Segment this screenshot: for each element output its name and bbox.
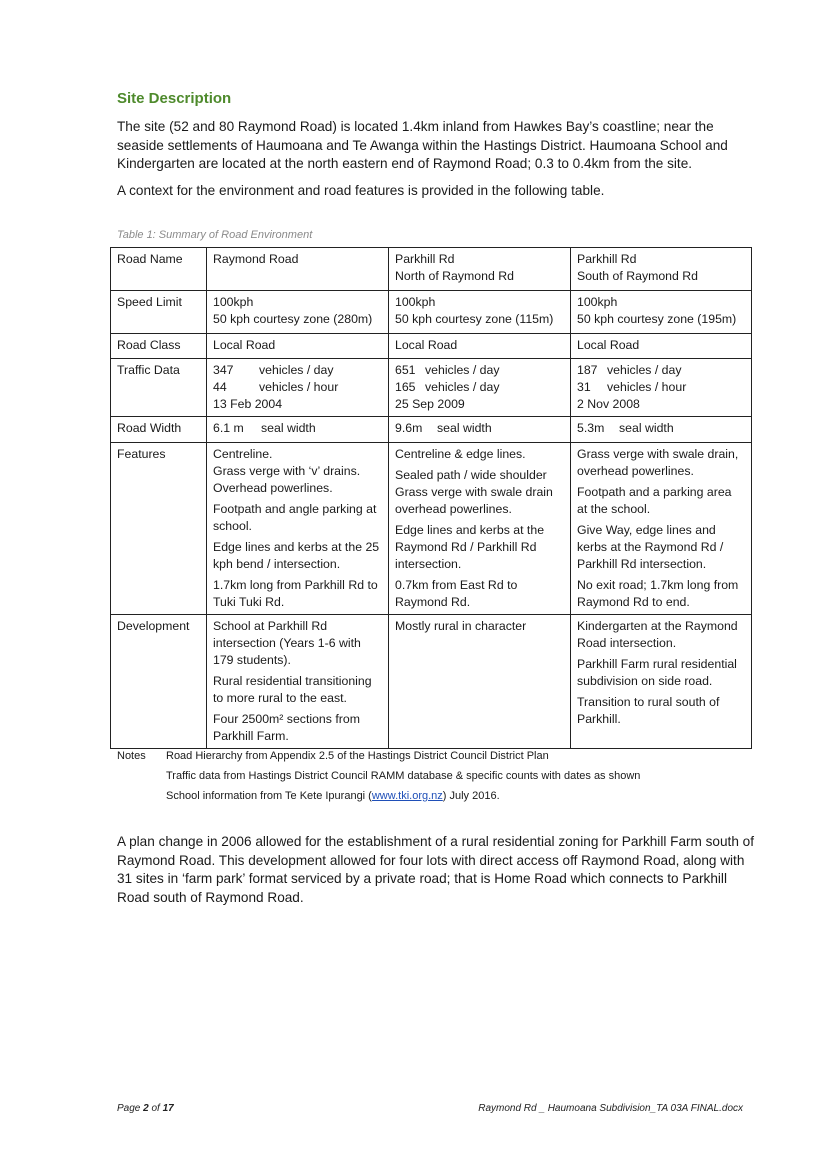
cell-line: 50 kph courtesy zone (280m) xyxy=(213,312,373,326)
table-row xyxy=(111,417,752,443)
traffic-unit: vehicles / hour xyxy=(607,380,687,394)
page-of-label: of xyxy=(148,1103,163,1114)
traffic-date: 2 Nov 2008 xyxy=(577,397,640,411)
note-text: ) July 2016. xyxy=(442,790,500,802)
intro-paragraph-1: The site (52 and 80 Raymond Road) is located 1.4km inland from Hawkes Bay’s coastline; near the seaside settlements of Haumoana and Te Awanga within the Hastings District. Haumoana School and Kindergarten are located at the north eastern end of Raymond Road; 0.3 to 0.4km from the site. xyxy=(117,119,728,171)
table-cell xyxy=(207,417,389,443)
table-cell xyxy=(389,615,571,749)
cell-paragraph: Parkhill Farm rural residential subdivision on side road. xyxy=(577,657,737,688)
cell-paragraph: Edge lines and kerbs at the Raymond Rd / Parkhill Rd intersection. xyxy=(395,523,545,571)
document-filename: Raymond Rd _ Haumoana Subdivision_TA 03A FINAL.docx xyxy=(478,1103,743,1114)
table-cell xyxy=(571,359,752,417)
cell-paragraph: 0.7km from East Rd to Raymond Rd. xyxy=(395,578,518,609)
cell-line: 100kph xyxy=(213,295,254,309)
table-cell: Local Road xyxy=(389,334,571,359)
cell-line: Parkhill Rd xyxy=(395,252,455,266)
width-unit: seal width xyxy=(437,421,492,435)
traffic-date: 13 Feb 2004 xyxy=(213,397,283,411)
row-label: Traffic Data xyxy=(111,359,207,417)
table-cell xyxy=(207,291,389,334)
table-row xyxy=(111,334,752,359)
row-label: Road Width xyxy=(111,417,207,443)
road-environment-table xyxy=(110,247,752,749)
cell-paragraph: Centreline. Grass verge with ‘v’ drains. Overhead powerlines. xyxy=(213,447,361,495)
cell-paragraph: Edge lines and kerbs at the 25 kph bend / intersection. xyxy=(213,540,380,571)
cell-paragraph: Centreline & edge lines. xyxy=(395,447,526,461)
width-value: 9.6m xyxy=(395,421,423,435)
table-cell xyxy=(571,291,752,334)
table-cell: Local Road xyxy=(207,334,389,359)
cell-paragraph: School at Parkhill Rd intersection (Years 1-6 with 179 students). xyxy=(213,619,361,667)
page-total: 17 xyxy=(162,1103,174,1114)
cell-paragraph: Grass verge with swale drain, overhead powerlines. xyxy=(577,447,739,478)
traffic-count: 31 xyxy=(577,380,591,394)
cell-line: Raymond Road xyxy=(213,252,299,266)
cell-paragraph: Footpath and angle parking at school. xyxy=(213,502,377,533)
intro-paragraph-2: A context for the environment and road features is provided in the following table. xyxy=(117,183,605,198)
row-label: Road Class xyxy=(111,334,207,359)
cell-line: Parkhill Rd xyxy=(577,252,637,266)
table-cell xyxy=(389,248,571,291)
width-value: 6.1 m xyxy=(213,421,244,435)
table-cell: Local Road xyxy=(571,334,752,359)
table-cell xyxy=(571,443,752,615)
table-cell xyxy=(571,417,752,443)
cell-paragraph: Kindergarten at the Raymond Road intersection. xyxy=(577,619,738,650)
cell-paragraph: No exit road; 1.7km long from Raymond Rd to end. xyxy=(577,578,739,609)
traffic-unit: vehicles / day xyxy=(607,363,682,377)
traffic-unit: vehicles / day xyxy=(425,363,500,377)
table-cell xyxy=(389,291,571,334)
cell-paragraph: Transition to rural south of Parkhill. xyxy=(577,695,720,726)
closing-paragraph: A plan change in 2006 allowed for the establishment of a rural residential zoning for Parkhill Farm south of Raymond Road. This development allowed for four lots with direct access off Raymond Road, along with 31 sites in ‘farm park’ format serviced by a private road; that is Home Road which connects to Parkhill Road south of Raymond Road. xyxy=(117,834,755,905)
table-cell xyxy=(389,443,571,615)
section-heading: Site Description xyxy=(117,90,232,107)
page-current: 2 xyxy=(143,1103,149,1114)
table-cell xyxy=(207,443,389,615)
row-label: Development xyxy=(111,615,207,749)
page-number xyxy=(117,1103,174,1114)
cell-line: North of Raymond Rd xyxy=(395,269,514,283)
table-cell xyxy=(207,248,389,291)
traffic-count: 44 xyxy=(213,380,227,394)
traffic-count: 347 xyxy=(213,363,234,377)
traffic-count: 651 xyxy=(395,363,416,377)
table-cell xyxy=(207,359,389,417)
cell-paragraph: 1.7km long from Parkhill Rd to Tuki Tuki Rd. xyxy=(213,578,378,609)
notes-label: Notes xyxy=(117,750,146,762)
table-cell xyxy=(571,615,752,749)
traffic-unit: vehicles / hour xyxy=(259,380,339,394)
cell-paragraph: Rural residential transitioning to more rural to the east. xyxy=(213,674,372,705)
width-unit: seal width xyxy=(619,421,674,435)
note-line: Traffic data from Hastings District Council RAMM database & specific counts with dates as shown xyxy=(166,770,641,782)
cell-line: 50 kph courtesy zone (115m) xyxy=(395,312,554,326)
traffic-unit: vehicles / day xyxy=(259,363,334,377)
note-line: Road Hierarchy from Appendix 2.5 of the Hastings District Council District Plan xyxy=(166,750,549,762)
cell-paragraph: Four 2500m² sections from Parkhill Farm. xyxy=(213,712,360,743)
cell-line: 100kph xyxy=(395,295,436,309)
note-text: School information from Te Kete Ipurangi ( xyxy=(166,790,372,802)
cell-paragraph: Mostly rural in character xyxy=(395,619,527,633)
width-unit: seal width xyxy=(261,421,316,435)
table-cell xyxy=(207,615,389,749)
note-line xyxy=(166,786,640,806)
cell-paragraph: Give Way, edge lines and kerbs at the Raymond Rd / Parkhill Rd intersection. xyxy=(577,523,724,571)
traffic-count: 165 xyxy=(395,380,416,394)
traffic-count: 187 xyxy=(577,363,598,377)
table-cell xyxy=(389,417,571,443)
cell-line: 50 kph courtesy zone (195m) xyxy=(577,312,737,326)
cell-line: 100kph xyxy=(577,295,618,309)
row-label: Road Name xyxy=(111,248,207,291)
cell-paragraph: Footpath and a parking area at the school. xyxy=(577,485,732,516)
traffic-date: 25 Sep 2009 xyxy=(395,397,465,411)
traffic-unit: vehicles / day xyxy=(425,380,500,394)
table-row xyxy=(111,443,752,615)
page-label: Page xyxy=(117,1103,144,1114)
row-label: Features xyxy=(111,443,207,615)
row-label: Speed Limit xyxy=(111,291,207,334)
table-row xyxy=(111,615,752,749)
cell-line: South of Raymond Rd xyxy=(577,269,698,283)
notes-block xyxy=(166,746,640,806)
table-cell xyxy=(389,359,571,417)
width-value: 5.3m xyxy=(577,421,605,435)
table-caption: Table 1: Summary of Road Environment xyxy=(117,229,313,241)
tki-link[interactable]: www.tki.org.nz xyxy=(371,790,443,802)
table-cell xyxy=(571,248,752,291)
table-row xyxy=(111,248,752,291)
table-row xyxy=(111,359,752,417)
table-row xyxy=(111,291,752,334)
cell-paragraph: Sealed path / wide shoulder Grass verge with swale drain overhead powerlines. xyxy=(395,468,553,516)
